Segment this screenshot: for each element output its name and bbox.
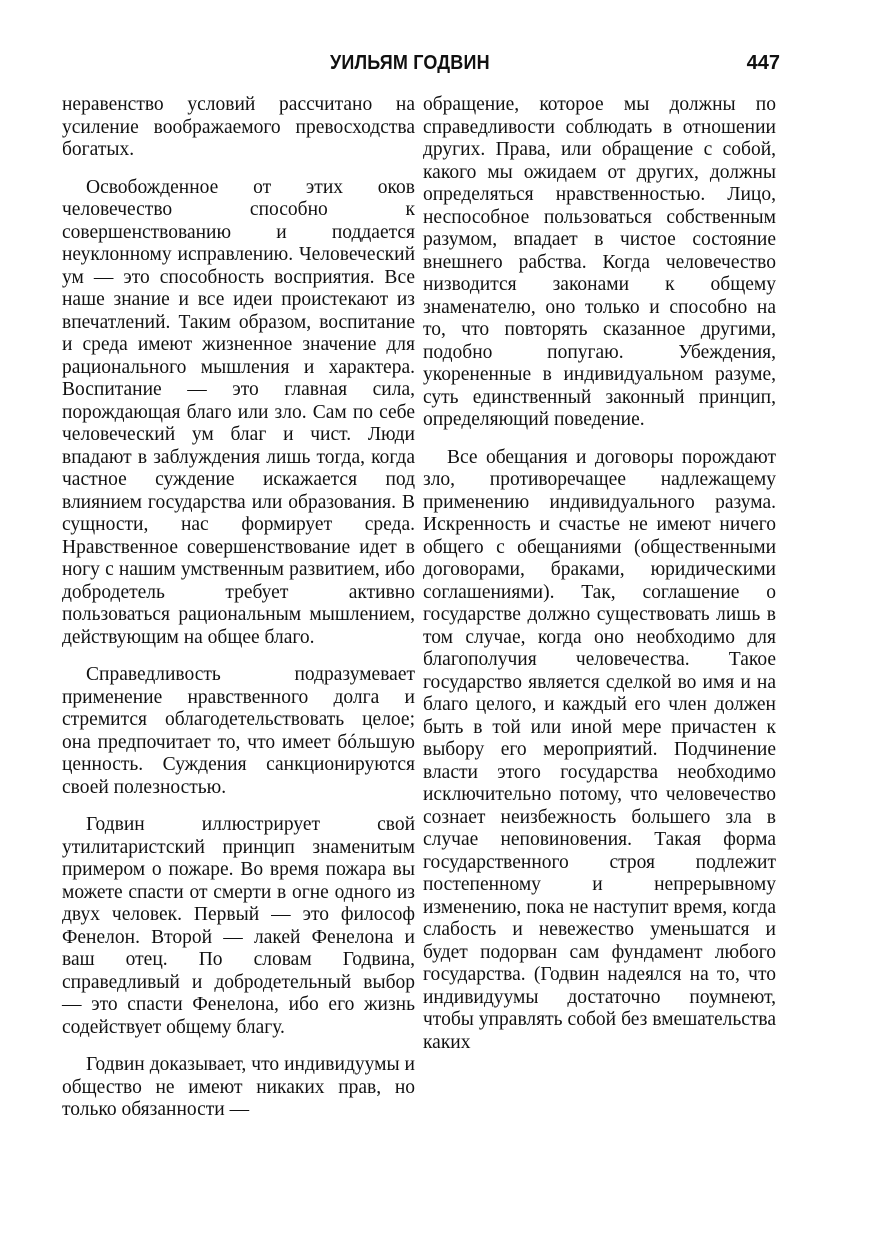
left-column (62, 94, 415, 1122)
paragraph-fire-example: Годвин иллюстрирует свой утилитаристский принцип знаменитым примером о пожаре. Во время пожара вы можете спасти от смерти в огне одного из двух человек. Первый — это философ Фенелон. Второй — лакей Фенелона и ваш отец. По словам Годвина, справедливый и добродетельный выбор — это спасти Фенелона, ибо его жизнь содействует общему благу. (62, 814, 415, 1038)
paragraph-continuation: неравенство условий рассчитано на усиление воображаемого превосходства богатых. (62, 94, 415, 160)
right-column (423, 94, 776, 1054)
paragraph-rights-duties: Годвин доказывает, что индивидуумы и общество не имеют никаких прав, но только обязанности — (62, 1054, 415, 1120)
running-title: УИЛЬЯМ ГОДВИН (330, 52, 490, 74)
page-number: 447 (746, 52, 780, 74)
paragraph-rights-continuation: обращение, которое мы должны по справедливости соблюдать в отношении других. Права, или обращение с собой, какого мы ожидаем от других, должны определяться нравственностью. Лицо, неспособное пользоваться собственным разумом, впадает в чистое состояние внешнего рабства. Когда человечество низводится законами к общему знаменателю, оно только и способно на то, что повторять сказанное другими, подобно попугаю. Убеждения, укорененные в индивидуальном разуме, суть единственный законный принцип, определяющий поведение. (423, 94, 776, 430)
paragraph-promises-contracts: Все обещания и договоры порождают зло, противоречащее надлежащему применению индивидуального разума. Искренность и счастье не имеют ничего общего с обещаниями (общественными договорами, браками, юридическими соглашениями). Так, соглашение о государстве должно существовать лишь в том случае, когда оно необходимо для благополучия человечества. Такое государство является сделкой во имя и на благо целого, и каждый его член должен быть в той или иной мере причастен к выбору его мероприятий. Подчинение власти этого государства необходимо исключительно потому, что человечество сознает неизбежность большего зла в случае неповиновения. Такая форма государственного строя подлежит постепенному и непрерывному изменению, пока не наступит время, когда слабость и невежество уменьшатся и будет подорван сам фундамент любого государства. (Годвин надеялся на то, что индивидуумы достаточно поумнеют, чтобы управлять собой без вмешательства каких (423, 446, 776, 1053)
paragraph-human-improvement: Освобожденное от этих оков человечество способно к совершенствованию и поддается неуклонному исправлению. Человеческий ум — это способность восприятия. Все наше знание и все идеи проистекают из впечатлений. Таким образом, воспитание и среда имеют жизненное значение для рационального мышления и характера. Воспитание — это главная сила, порождающая благо или зло. Сам по себе человеческий ум благ и чист. Люди впадают в заблуждения лишь тогда, когда частное суждение искажается под влиянием государства или образования. В сущности, нас формирует среда. Нравственное совершенствование идет в ногу с нашим умственным развитием, ибо добродетель требует активно пользоваться рациональным мышлением, действующим на общее благо. (62, 176, 415, 648)
paragraph-justice: Справедливость подразумевает применение нравственного долга и стремится облагодетельствовать целое; она предпочитает то, что имеет бóльшую ценность. Суждения санкционируются своей полезностью. (62, 664, 415, 798)
